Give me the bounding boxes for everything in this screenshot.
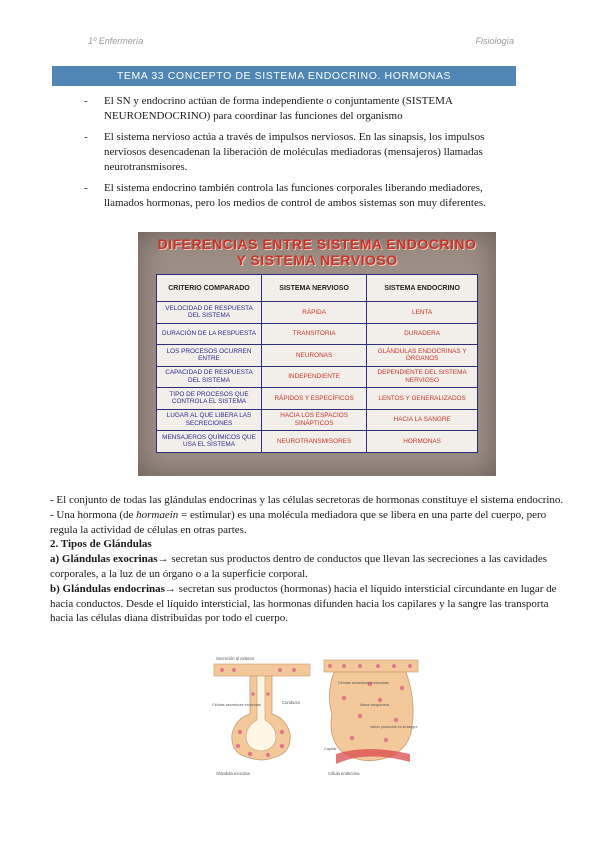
label-capilar: Capilar	[324, 746, 337, 751]
exocrine-gland-illustration	[212, 656, 310, 776]
comparison-table	[156, 274, 478, 453]
label-glandula-exocrina: Glándula exocrina	[216, 771, 250, 776]
dash-marker: -	[84, 131, 88, 143]
paragraph-sistema-endocrino: - El conjunto de todas las glándulas endocrinas y las células secretoras de hormonas constituye el sistema endocrino.	[50, 494, 564, 506]
comparison-title-line2: Y SISTEMA NERVIOSO	[236, 252, 398, 268]
nervioso-cell: TRANSITORIA	[262, 323, 367, 345]
dash-marker: -	[84, 182, 88, 194]
endocrino-cell: GLÁNDULAS ENDOCRINAS Y ÓRGANOS	[367, 345, 478, 367]
criterio-cell: VELOCIDAD DE RESPUESTA DEL SISTEMA	[157, 302, 262, 324]
col-endocrino: SISTEMA ENDOCRINO	[367, 275, 478, 302]
table-row	[157, 388, 478, 410]
nervioso-cell: NEUROTRANSMISORES	[262, 431, 367, 453]
label-celula-endocrina: Célula endocrina	[328, 771, 360, 776]
label-secrecion-exterior: Secreción al exterior	[216, 656, 255, 661]
nervioso-cell: INDEPENDIENTE	[262, 366, 367, 388]
endocrino-cell: DEPENDIENTE DEL SISTEMA NERVIOSO	[367, 366, 478, 388]
endocrino-cell: HACIA LA SANGRE	[367, 409, 478, 431]
intro-bullets	[84, 94, 524, 217]
comparison-figure	[138, 232, 496, 476]
paragraph-hormona: - Una hormona (de hormaein = estimular) es una molécula mediadora que se libera en una parte del cuerpo, pero regula la actividad de células en otras partes.	[50, 508, 547, 536]
gland-diagram	[210, 654, 422, 778]
body-text	[50, 493, 570, 626]
label-productos-sangre: Varios productos en la sangre	[370, 725, 418, 729]
col-criterio: CRITERIO COMPARADO	[157, 275, 262, 302]
section-title: 2. Tipos de Glándulas	[50, 538, 152, 551]
bullet-item: - El sistema nervioso actúa a través de impulsos nerviosos. En las sinapsis, los impulsos nerviosos desencadenan la liberación de moléculas mediadoras (mensajeros) llamadas neurotransmisores.	[84, 131, 485, 173]
endocrino-cell: DURADERA	[367, 323, 478, 345]
nervioso-cell: RÁPIDA	[262, 302, 367, 324]
endocrino-cell: LENTOS Y GENERALIZADOS	[367, 388, 478, 410]
endocrine-gland-illustration	[324, 660, 418, 776]
item-exocrinas: a) Glándulas exocrinas→ secretan sus productos dentro de conductos que llevan las secreciones a las cavidades corporales, a la luz de un órgano o a la superficie corporal.	[50, 553, 548, 580]
comparison-title-line1: DIFERENCIAS ENTRE SISTEMA ENDOCRINO	[157, 236, 477, 252]
criterio-cell: TIPO DE PROCESOS QUE CONTROLA EL SISTEMA	[157, 388, 262, 410]
dash-marker: -	[84, 95, 88, 107]
table-row	[157, 366, 478, 388]
arrow-icon: →	[164, 582, 176, 595]
nervioso-cell: NEURONAS	[262, 345, 367, 367]
endocrino-cell: LENTA	[367, 302, 478, 324]
table-row	[157, 323, 478, 345]
nervioso-cell: RÁPIDOS Y ESPECÍFICOS	[262, 388, 367, 410]
header-subject: Fisiología	[475, 36, 514, 46]
bullet-item: - El SN y endocrino actúan de forma independiente o conjuntamente (SISTEMA NEUROENDOCRINO) para coordinar las funciones del organismo	[84, 95, 453, 122]
col-nervioso: SISTEMA NERVIOSO	[262, 275, 367, 302]
table-row	[157, 345, 478, 367]
bullet-item: - El sistema endocrino también controla las funciones corporales liberando mediadores, llamados hormonas, pero los medios de control de ambos sistemas son muy diferentes.	[84, 182, 486, 209]
nervioso-cell: HACIA LOS ESPACIOS SINÁPTICOS	[262, 409, 367, 431]
criterio-cell: LOS PROCESOS OCURREN ENTRE	[157, 345, 262, 367]
endocrino-cell: HORMONAS	[367, 431, 478, 453]
criterio-cell: DURACIÓN DE LA RESPUESTA	[157, 323, 262, 345]
item-endocrinas: b) Glándulas endocrinas→ secretan sus productos (hormonas) hacia el líquido intersticial circundante en lugar de hacia conductos. Desde el líquido intersticial, las hormonas difunden hacia los capilares y la sangre las transporta hacia las células diana distribuidas por todo el cuerpo.	[50, 582, 557, 625]
label-conducto: Conducto	[282, 700, 300, 705]
criterio-cell: MENSAJEROS QUÍMICOS QUE USA EL SISTEMA	[157, 431, 262, 453]
header-course: 1º Enfermería	[88, 36, 144, 46]
label-celulas-endocrinas: Células secretoras endocrinas	[338, 681, 390, 685]
label-vasos: Vasos sanguíneos	[360, 703, 390, 707]
arrow-icon: →	[157, 553, 169, 566]
table-row	[157, 431, 478, 453]
topic-banner: TEMA 33 CONCEPTO DE SISTEMA ENDOCRINO. HORMONAS	[52, 66, 516, 86]
criterio-cell: LUGAR AL QUE LIBERA LAS SECRECIONES	[157, 409, 262, 431]
criterio-cell: CAPACIDAD DE RESPUESTA DEL SISTEMA	[157, 366, 262, 388]
table-row	[157, 409, 478, 431]
label-celulas-exocrinas: Células secretoras exocrinas	[212, 703, 261, 707]
table-row	[157, 302, 478, 324]
comparison-header-row	[157, 275, 478, 302]
